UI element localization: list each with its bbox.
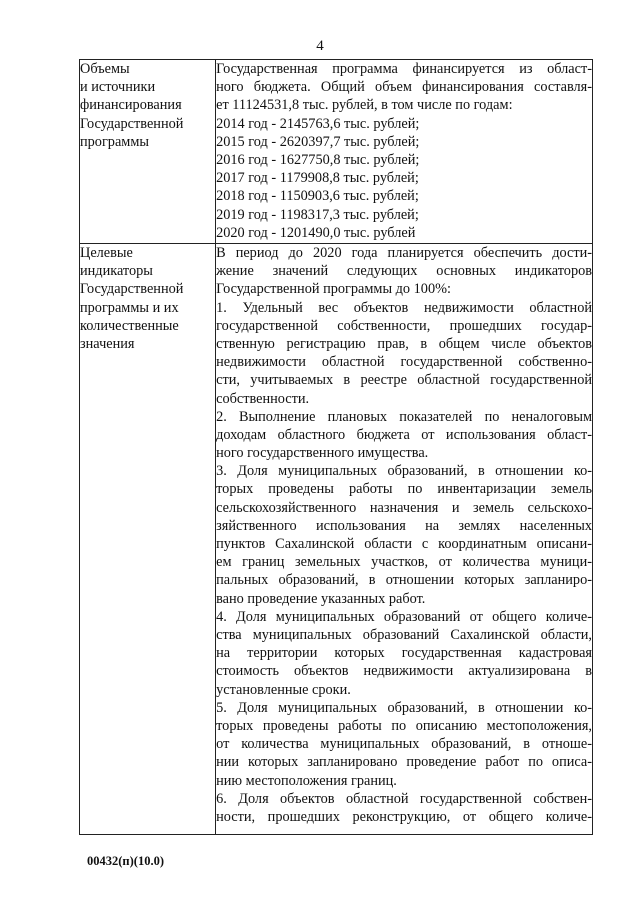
content-line: 2. Выполнение плановых показателей по неналоговым bbox=[216, 408, 592, 425]
table-row-financing bbox=[80, 60, 593, 244]
content-line: 6. Доля объектов областной государственной собствен- bbox=[216, 790, 592, 807]
row-content-financing bbox=[216, 60, 593, 244]
content-line: 2014 год - 2145763,6 тыс. рублей; bbox=[216, 115, 420, 132]
content-line: сти, учитываемых в реестре областной государственной bbox=[216, 372, 592, 389]
content-line: 2017 год - 1179908,8 тыс. рублей; bbox=[216, 170, 419, 187]
document-code: 00432(п)(10.0) bbox=[87, 854, 164, 868]
content-line: пунктов Сахалинской области с координатным описани- bbox=[216, 536, 592, 553]
content-line: ности, прошедших реконструкцию, от общего количе- bbox=[216, 808, 592, 825]
label-line: Целевые bbox=[80, 245, 133, 261]
content-line: нию местоположения границ. bbox=[216, 772, 397, 789]
content-line: торых проведены работы по описанию местоположения, bbox=[216, 717, 592, 734]
label-line: значения bbox=[80, 336, 135, 353]
content-line: 2015 год - 2620397,7 тыс. рублей; bbox=[216, 133, 420, 150]
content-line: 5. Доля муниципальных образований, в отношении ко- bbox=[216, 699, 592, 716]
content-line: В период до 2020 года планируется обеспечить дости- bbox=[216, 245, 592, 261]
content-line: 2018 год - 1150903,6 тыс. рублей; bbox=[216, 188, 419, 205]
label-line: программы bbox=[80, 133, 150, 150]
content-line: Государственной программы до 100%: bbox=[216, 281, 451, 298]
content-line: собственности. bbox=[216, 390, 310, 407]
label-line: финансирования bbox=[80, 97, 182, 114]
content-line: стоимость объектов недвижимости актуализирована в bbox=[216, 663, 592, 680]
row-label-indicators bbox=[80, 244, 216, 835]
row-content-indicators bbox=[216, 244, 593, 835]
content-line: 2020 год - 1201490,0 тыс. рублей bbox=[216, 224, 416, 241]
label-line: Государственной bbox=[80, 115, 184, 132]
content-line: торых проведены работы по инвентаризации земель bbox=[216, 481, 592, 498]
passport-table bbox=[79, 59, 593, 835]
content-line: нии которых запланировано проведение работ по описа- bbox=[216, 754, 592, 771]
label-line: индикаторы bbox=[80, 263, 153, 280]
content-line: от количества муниципальных образований, в отноше- bbox=[216, 736, 592, 753]
content-line: жение значений следующих основных индикаторов bbox=[216, 263, 592, 280]
content-line: ства муниципальных образований Сахалинской области, bbox=[216, 627, 592, 643]
content-line: сельскохозяйственного назначения и земель сельскохо- bbox=[216, 499, 592, 516]
content-line: установленные сроки. bbox=[216, 681, 351, 698]
content-line: доходам областного бюджета от использования област- bbox=[216, 426, 592, 443]
content-line: 4. Доля муниципальных образований от общего количе- bbox=[216, 608, 592, 625]
content-line: 2019 год - 1198317,3 тыс. рублей; bbox=[216, 206, 419, 223]
label-line: программы и их bbox=[80, 299, 179, 316]
label-line: и источники bbox=[80, 79, 156, 96]
row-label-financing bbox=[80, 60, 216, 244]
content-line: зяйственного использования на землях населенных bbox=[216, 517, 592, 534]
content-line: ного бюджета. Общий объем финансирования составля- bbox=[216, 79, 592, 96]
content-line: на территории которых государственная кадастровая bbox=[216, 645, 592, 662]
content-line: 2016 год - 1627750,8 тыс. рублей; bbox=[216, 151, 420, 168]
content-line: недвижимости областной государственной собственно- bbox=[216, 354, 592, 371]
label-line: количественные bbox=[80, 317, 179, 334]
content-line: ного государственного имущества. bbox=[216, 445, 429, 462]
content-line: пальных образований, в отношении которых запланиро- bbox=[216, 572, 592, 589]
content-line: ет 11124531,8 тыс. рублей, в том числе по годам: bbox=[216, 97, 513, 114]
content-line: Государственная программа финансируется из област- bbox=[216, 61, 592, 77]
content-line: вано проведение указанных работ. bbox=[216, 590, 426, 607]
content-line: ем границ земельных участков, от количества муници- bbox=[216, 554, 592, 571]
content-line: 3. Доля муниципальных образований, в отношении ко- bbox=[216, 463, 592, 480]
label-line: Государственной bbox=[80, 281, 184, 298]
label-line: Объемы bbox=[80, 61, 130, 77]
content-line: государственной собственности, прошедших государ- bbox=[216, 317, 592, 334]
table-row-indicators bbox=[80, 244, 593, 835]
content-line: ственную регистрацию прав, в общем числе объектов bbox=[216, 335, 592, 352]
content-line: 1. Удельный вес объектов недвижимости областной bbox=[216, 299, 592, 316]
page-number: 4 bbox=[316, 38, 324, 54]
